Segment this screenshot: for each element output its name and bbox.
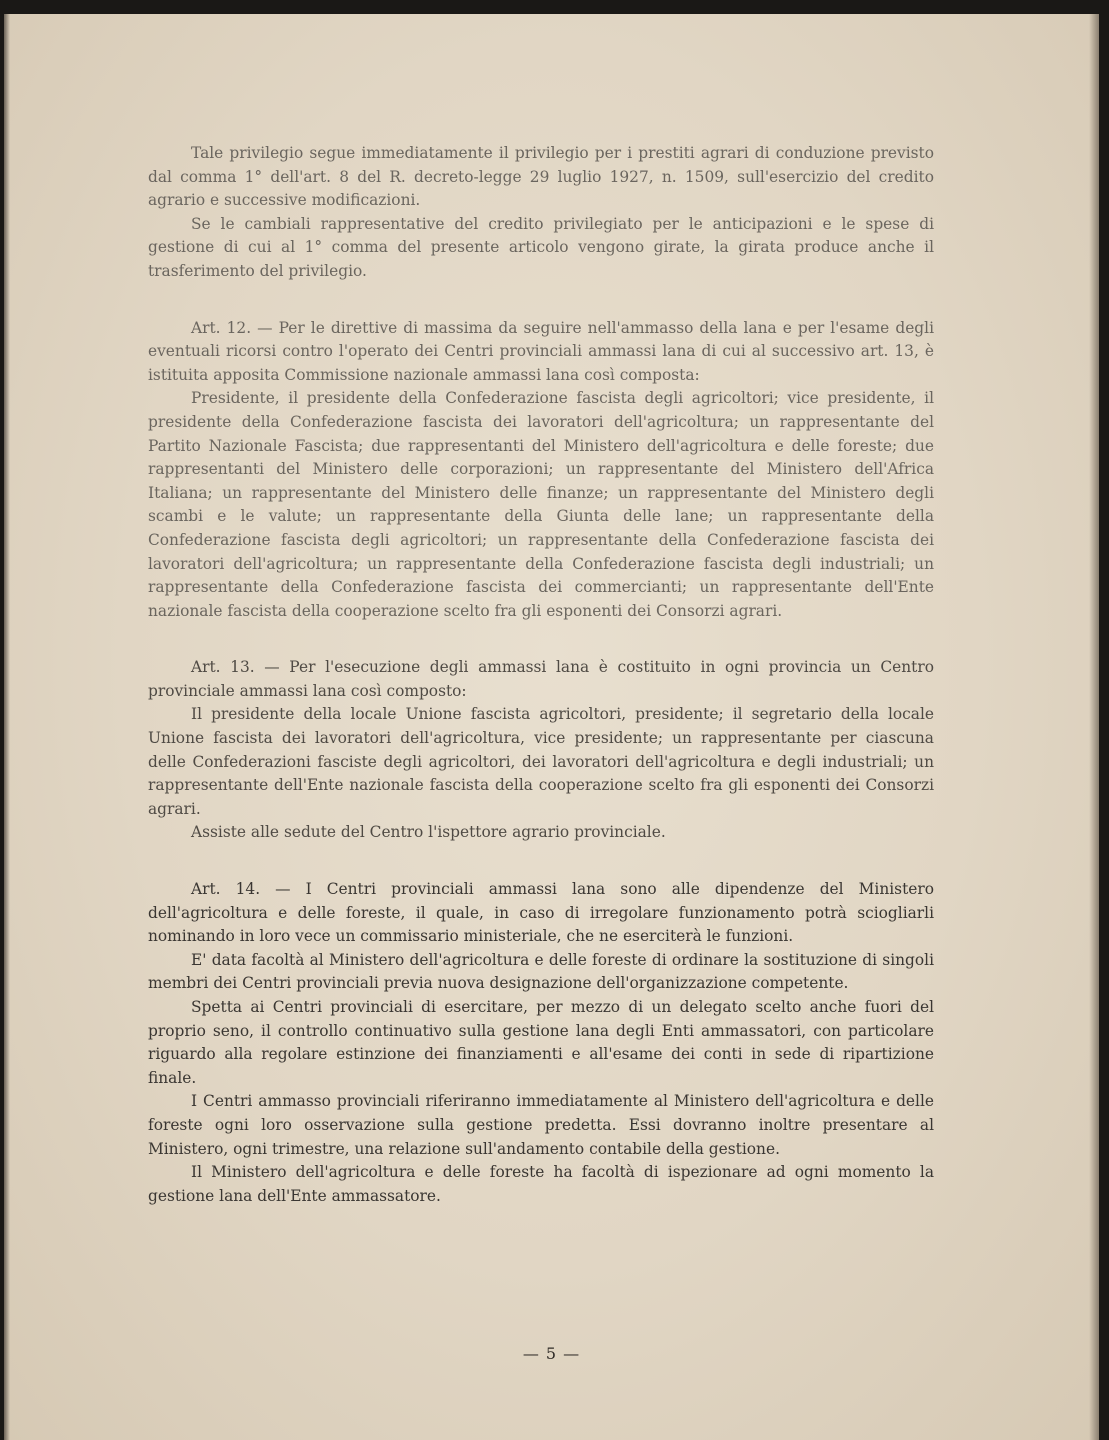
document-page xyxy=(4,14,1099,1440)
paragraph-art-13: Art. 13. — Per l'esecuzione degli ammassi lana è costituito in ogni provincia un Centro provinciale ammassi lana così composto: xyxy=(148,658,934,700)
body-text xyxy=(148,142,934,1208)
paragraph-art-14-riferiranno: I Centri ammasso provinciali riferiranno immediatamente al Ministero dell'agricoltura e delle foreste ogni loro osservazione sulla gestione predetta. Essi dovranno inoltre presentare al Ministero, ogni trimestre, una relazione sull'andamento contabile della gestione. xyxy=(148,1092,934,1158)
paragraph-privilegio: Tale privilegio segue immediatamente il privilegio per i prestiti agrari di conduzione previsto dal comma 1° dell'art. 8 del R. decreto-legge 29 luglio 1927, n. 1509, sull'esercizio del credito agrario e successive modificazioni. xyxy=(148,144,934,210)
page-number: — 5 — xyxy=(522,1344,581,1363)
paragraph-cambiali: Se le cambiali rappresentative del credito privilegiato per le anticipazioni e le spese di gestione di cui al 1° comma del presente articolo vengono girate, la girata produce anche il trasferimento del privilegio. xyxy=(148,214,934,280)
paragraph-art-13-assiste: Assiste alle sedute del Centro l'ispettore agrario provinciale. xyxy=(191,823,666,842)
paragraph-art-12: Art. 12. — Per le direttive di massima da seguire nell'ammasso della lana e per l'esame degli eventuali ricorsi contro l'operato dei Centri provinciali ammassi lana di cui al successivo art. 13, è istituita apposita Commissione nazionale ammassi lana così composta: xyxy=(148,318,934,384)
paragraph-art-13-composition: Il presidente della locale Unione fascista agricoltori, presidente; il segretario della locale Unione fascista dei lavoratori dell'agricoltura, vice presidente; un rappresentante per ciascuna delle Confederazioni fasciste degli agricoltori, dei lavoratori dell'agricoltura e degli industriali; un rappresentante dell'Ente nazionale fascista della cooperazione scelto fra gli esponenti dei Consorzi agrari. xyxy=(148,705,934,818)
paragraph-art-14-facolta: E' data facoltà al Ministero dell'agricoltura e delle foreste di ordinare la sostituzione di singoli membri dei Centri provinciali previa nuova designazione dell'organizzazione competente. xyxy=(148,950,934,993)
paragraph-art-14-spetta: Spetta ai Centri provinciali di esercitare, per mezzo di un delegato scelto anche fuori del proprio seno, il controllo continuativo sulla gestione lana degli Enti ammassatori, con particolare riguardo alla regolare estinzione dei finanziamenti e all'esame dei conti in sede di ripartizione finale. xyxy=(148,998,934,1087)
paragraph-art-12-composition: Presidente, il presidente della Confederazione fascista degli agricoltori; vice presidente, il presidente della Confederazione fascista dei lavoratori dell'agricoltura; un rappresentante del Partito Nazionale Fascista; due rappresentanti del Ministero dell'agricoltura e delle foreste; due rappresentanti del Ministero delle corporazioni; un rappresentante del Ministero dell'Africa Italiana; un rappresentante del Ministero delle finanze; un rappresentante del Ministero degli scambi e le valute; un rappresentante della Giunta delle lane; un rappresentante della Confederazione fascista degli agricoltori; un rappresentante della Confederazione fascista dei lavoratori dell'agricoltura; un rappresentante della Confederazione fascista degli industriali; un rappresentante della Confederazione fascista dei commercianti; un rappresentante dell'Ente nazionale fascista della cooperazione scelto fra gli esponenti dei Consorzi agrari. xyxy=(148,389,934,620)
paragraph-art-14: Art. 14. — I Centri provinciali ammassi lana sono alle dipendenze del Ministero dell'agricoltura e delle foreste, il quale, in caso di irregolare funzionamento potrà sciogliarli nominando in loro vece un commissario ministeriale, che ne eserciterà le funzioni. xyxy=(148,880,934,946)
paragraph-art-14-ispezionare: Il Ministero dell'agricoltura e delle foreste ha facoltà di ispezionare ad ogni momento la gestione lana dell'Ente ammassatore. xyxy=(148,1163,934,1205)
